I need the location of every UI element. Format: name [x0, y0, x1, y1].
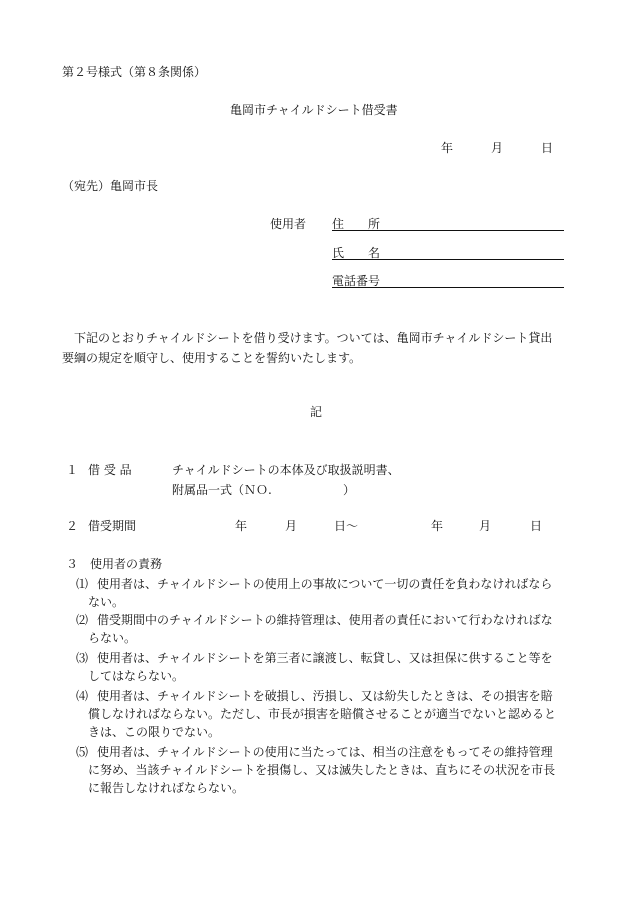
- clause-3-line-1: 使用者は、チャイルドシートを第三者に譲渡し、転貸し、又は担保に供すること等を: [97, 651, 553, 665]
- clause-4-line-2: 償しなければならない。ただし、市長が損害を賠償させることが適当でないと認めると: [88, 707, 557, 721]
- period-end-month: 月: [479, 519, 492, 533]
- intro-line-1: 下記のとおりチャイルドシートを借り受けます。ついては、亀岡市チャイルドシート貸出: [62, 331, 553, 345]
- clause-5-number: ⑸: [76, 745, 89, 759]
- intro-line-2: 要綱の規定を順守し、使用することを誓約いたします。: [62, 351, 362, 365]
- clause-4-line-3: きは、この限りでない。: [88, 725, 221, 739]
- phone-label: 電話番号: [332, 274, 381, 288]
- item2-label: 借受期間: [88, 519, 137, 533]
- ki-heading: 記: [310, 405, 323, 419]
- item1-line2-suffix: ）: [343, 483, 356, 497]
- date-day-label: 日: [541, 141, 554, 155]
- clause-1-number: ⑴: [76, 577, 89, 591]
- clause-4-number: ⑷: [76, 689, 89, 703]
- item2-number: ２: [66, 519, 79, 533]
- addressee: （宛先）亀岡市長: [62, 179, 159, 193]
- item3-heading: ３ 使用者の責務: [66, 557, 163, 571]
- name-underline: [332, 259, 564, 260]
- period-end-day: 日: [530, 519, 543, 533]
- clause-3-line-2: してはならない。: [88, 669, 185, 683]
- form-number: 第２号様式（第８条関係）: [62, 65, 207, 79]
- clause-1-line-2: ない。: [88, 595, 125, 609]
- period-end-year: 年: [431, 519, 444, 533]
- period-start-year: 年: [235, 519, 248, 533]
- clause-2-line-2: らない。: [88, 631, 137, 645]
- clause-5-line-1: 使用者は、チャイルドシートの使用に当たっては、相当の注意をもってその維持管理: [97, 745, 553, 759]
- clause-1-line-1: 使用者は、チャイルドシートの使用上の事故について一切の責任を負わなければなら: [97, 577, 553, 591]
- item1-label: 借 受 品: [88, 463, 132, 477]
- clause-2-line-1: 借受期間中のチャイルドシートの維持管理は、使用者の責任において行わなければな: [97, 613, 553, 627]
- address-underline: [332, 230, 564, 231]
- clause-3-number: ⑶: [76, 651, 89, 665]
- clause-5-line-2: に努め、当該チャイルドシートを損傷し、又は滅失したときは、直ちにその状況を市長: [88, 763, 556, 777]
- name-label: 氏 名: [332, 246, 381, 260]
- date-year-label: 年: [441, 141, 454, 155]
- address-label: 住 所: [332, 217, 381, 231]
- date-month-label: 月: [491, 141, 504, 155]
- period-start-day: 日～: [334, 519, 359, 533]
- clause-4-line-1: 使用者は、チャイルドシートを破損し、汚損し、又は紛失したときは、その損害を賠: [97, 689, 553, 703]
- clause-5-line-3: に報告しなければならない。: [88, 781, 245, 795]
- document-title: 亀岡市チャイルドシート借受書: [230, 103, 398, 117]
- clause-2-number: ⑵: [76, 613, 89, 627]
- item1-line1: チャイルドシートの本体及び取扱説明書、: [172, 463, 400, 477]
- phone-underline: [332, 287, 564, 288]
- item1-line2-prefix: 附属品一式（ＮＯ.: [172, 483, 272, 497]
- period-start-month: 月: [285, 519, 298, 533]
- item1-number: １: [66, 463, 79, 477]
- applicant-label: 使用者: [270, 217, 307, 231]
